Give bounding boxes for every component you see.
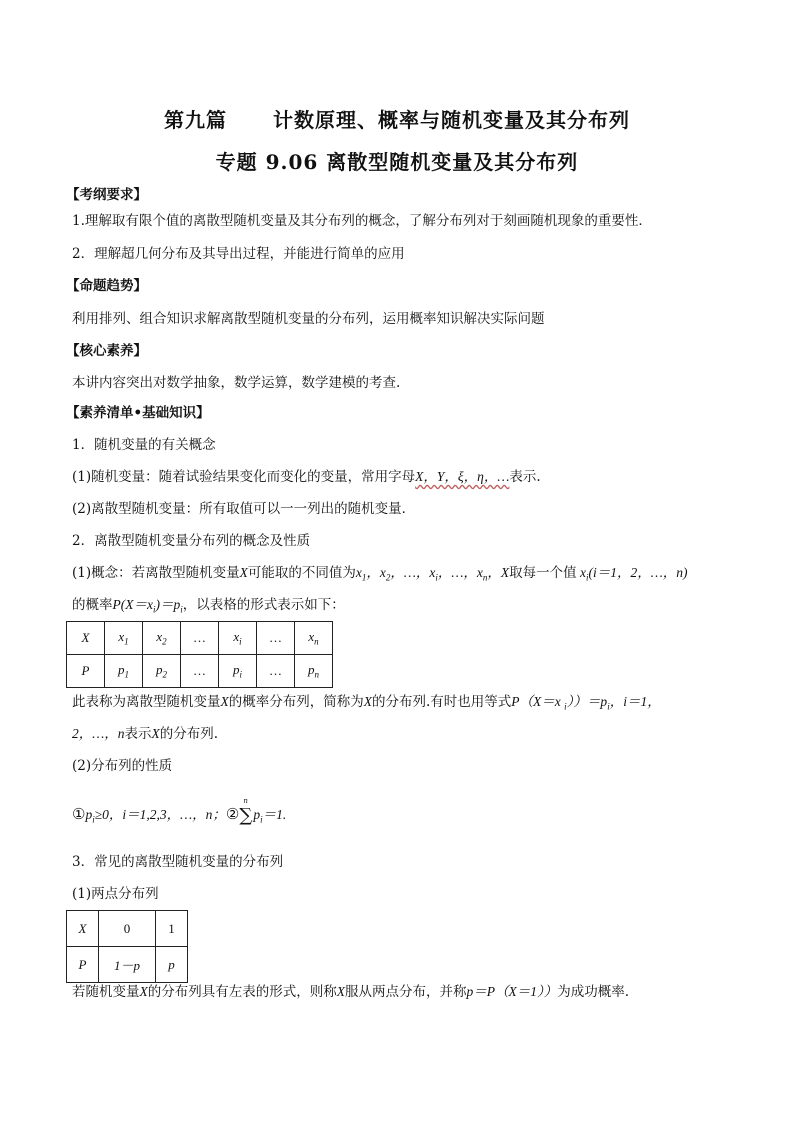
b1-1-pre: (1)随机变量：随着试验结果变化而变化的变量，常用字母: [72, 469, 416, 485]
table-cell: P: [67, 947, 99, 983]
paragraph-b2-1-cont: [72, 596, 345, 619]
table-cell: …: [181, 622, 219, 655]
title-part: 第九篇: [164, 108, 227, 132]
paragraph-exam-2: 2．理解超几何分布及其导出过程，并能进行简单的应用: [72, 246, 405, 262]
sum-symbol: n ∑: [239, 797, 253, 826]
section-heading-core: 【核心素养】: [66, 343, 147, 359]
paragraph-after-table-cont: [72, 725, 218, 743]
final-c: 服从两点分布，并称: [345, 984, 467, 1000]
var-x: X: [363, 694, 372, 709]
table-cell: …: [257, 622, 295, 655]
two-point-table: [66, 910, 188, 983]
final-a: 若随机变量: [72, 984, 140, 1000]
var-x: X: [220, 694, 229, 709]
table-row: [67, 622, 333, 655]
equation: P（X＝x $_i))=p_i$，i＝1，: [511, 694, 661, 712]
table-cell: $x_i$: [219, 622, 257, 655]
paragraph-b2-1: [72, 564, 688, 587]
table-cell: X: [67, 622, 105, 655]
table-cell: $p_n$: [295, 655, 333, 688]
table-cell: 0: [99, 911, 156, 947]
circled-one: ①: [72, 805, 86, 823]
paragraph-b1: 1．随机变量的有关概念: [72, 437, 216, 453]
after-a: 此表称为离散型随机变量: [72, 694, 221, 710]
b1-1-letters: X，Y，ξ，η，…: [415, 469, 510, 484]
table-cell: $x_1$: [105, 622, 143, 655]
b2-1-e: ，以表格的形式表示如下：: [182, 597, 345, 613]
table-cell: p: [156, 947, 188, 983]
table-row: [67, 911, 188, 947]
table-cell: $p_2$: [143, 655, 181, 688]
table-cell: $x_2$: [143, 622, 181, 655]
final-b: 的分布列具有左表的形式，则称: [147, 984, 337, 1000]
table-row: [67, 655, 333, 688]
paragraph-trend-1: 利用排列、组合知识求解离散型随机变量的分布列，运用概率知识解决实际问题: [72, 311, 545, 327]
paragraph-b3: 3．常见的离散型随机变量的分布列: [72, 854, 284, 870]
var-x: X: [336, 984, 345, 999]
b2-1-a: (1)概念：若离散型随机变量: [72, 565, 240, 581]
paragraph-b1-2: (2)离散型随机变量：所有取值可以一一列出的随机变量．: [72, 501, 416, 517]
b1-1-post: 表示.: [509, 469, 541, 485]
final-d: 为成功概率.: [557, 984, 630, 1000]
value-xi: $x_i(i=1$，2，…，n): [576, 565, 688, 583]
var-x: X: [139, 984, 148, 999]
b2-1-b: 可能取的不同值为: [247, 565, 356, 581]
var-x: X: [239, 565, 248, 580]
table-cell: $p_i$: [219, 655, 257, 688]
section-heading-exam: 【考纲要求】: [66, 187, 147, 203]
table-cell: X: [67, 911, 99, 947]
property-1: $p_i\ge 0$，i＝1,2,3，…，n；: [85, 807, 226, 825]
table-cell: 1－p: [99, 947, 156, 983]
table-cell: $x_n$: [295, 622, 333, 655]
table-cell: P: [67, 655, 105, 688]
title-main: 计数原理、概率与随机变量及其分布列: [273, 108, 630, 132]
paragraph-b3-1: (1)两点分布列: [72, 886, 159, 902]
paragraph-b1-1: [72, 468, 541, 486]
success-prob: p＝P（X＝1））: [466, 984, 558, 999]
paragraph-b2-2: (2)分布列的性质: [72, 758, 173, 774]
after-b: 的概率分布列，简称为: [228, 694, 364, 710]
b2-1-d: 的概率: [72, 597, 113, 613]
paragraph-b2: 2．离散型随机变量分布列的概念及性质: [72, 533, 311, 549]
paragraph-after-table: [72, 693, 661, 716]
table-cell: …: [181, 655, 219, 688]
page-title: [0, 104, 794, 133]
table-cell: $p_1$: [105, 655, 143, 688]
table-row: [67, 947, 188, 983]
property-2: $p_i=1$.: [253, 807, 287, 825]
circled-two: ②: [225, 805, 240, 823]
section-heading-basic: 【素养清单•基础知识】: [66, 405, 210, 421]
var-x: X: [151, 726, 160, 741]
values-list: $x_1$，$x_2$，…，$x_i$，…，$x_n$，X: [355, 565, 510, 583]
prob-eq: $P(X=x_i)=p_i$: [112, 597, 183, 615]
section-heading-trend: 【命题趋势】: [66, 278, 147, 294]
distribution-table: [66, 621, 333, 688]
table-cell: 1: [156, 911, 188, 947]
after-c: 的分布列.有时也用等式: [372, 694, 512, 710]
after-d: 表示: [124, 726, 152, 742]
page-subtitle: 专题 9.06 离散型随机变量及其分布列: [215, 150, 579, 174]
table-cell: …: [257, 655, 295, 688]
b2-1-c: 取每一个值: [509, 565, 577, 581]
paragraph-exam-1: 1.理解取有限个值的离散型随机变量及其分布列的概念，了解分布列对于刻画随机现象的重要性．: [72, 213, 652, 229]
properties-formula: [72, 797, 287, 829]
paragraph-final: [72, 983, 629, 1001]
after-e: 的分布列.: [159, 726, 219, 742]
paragraph-core-1: 本讲内容突出对数学抽象，数学运算，数学建模的考查.: [72, 375, 401, 391]
index-list: 2，…，n: [72, 726, 125, 741]
